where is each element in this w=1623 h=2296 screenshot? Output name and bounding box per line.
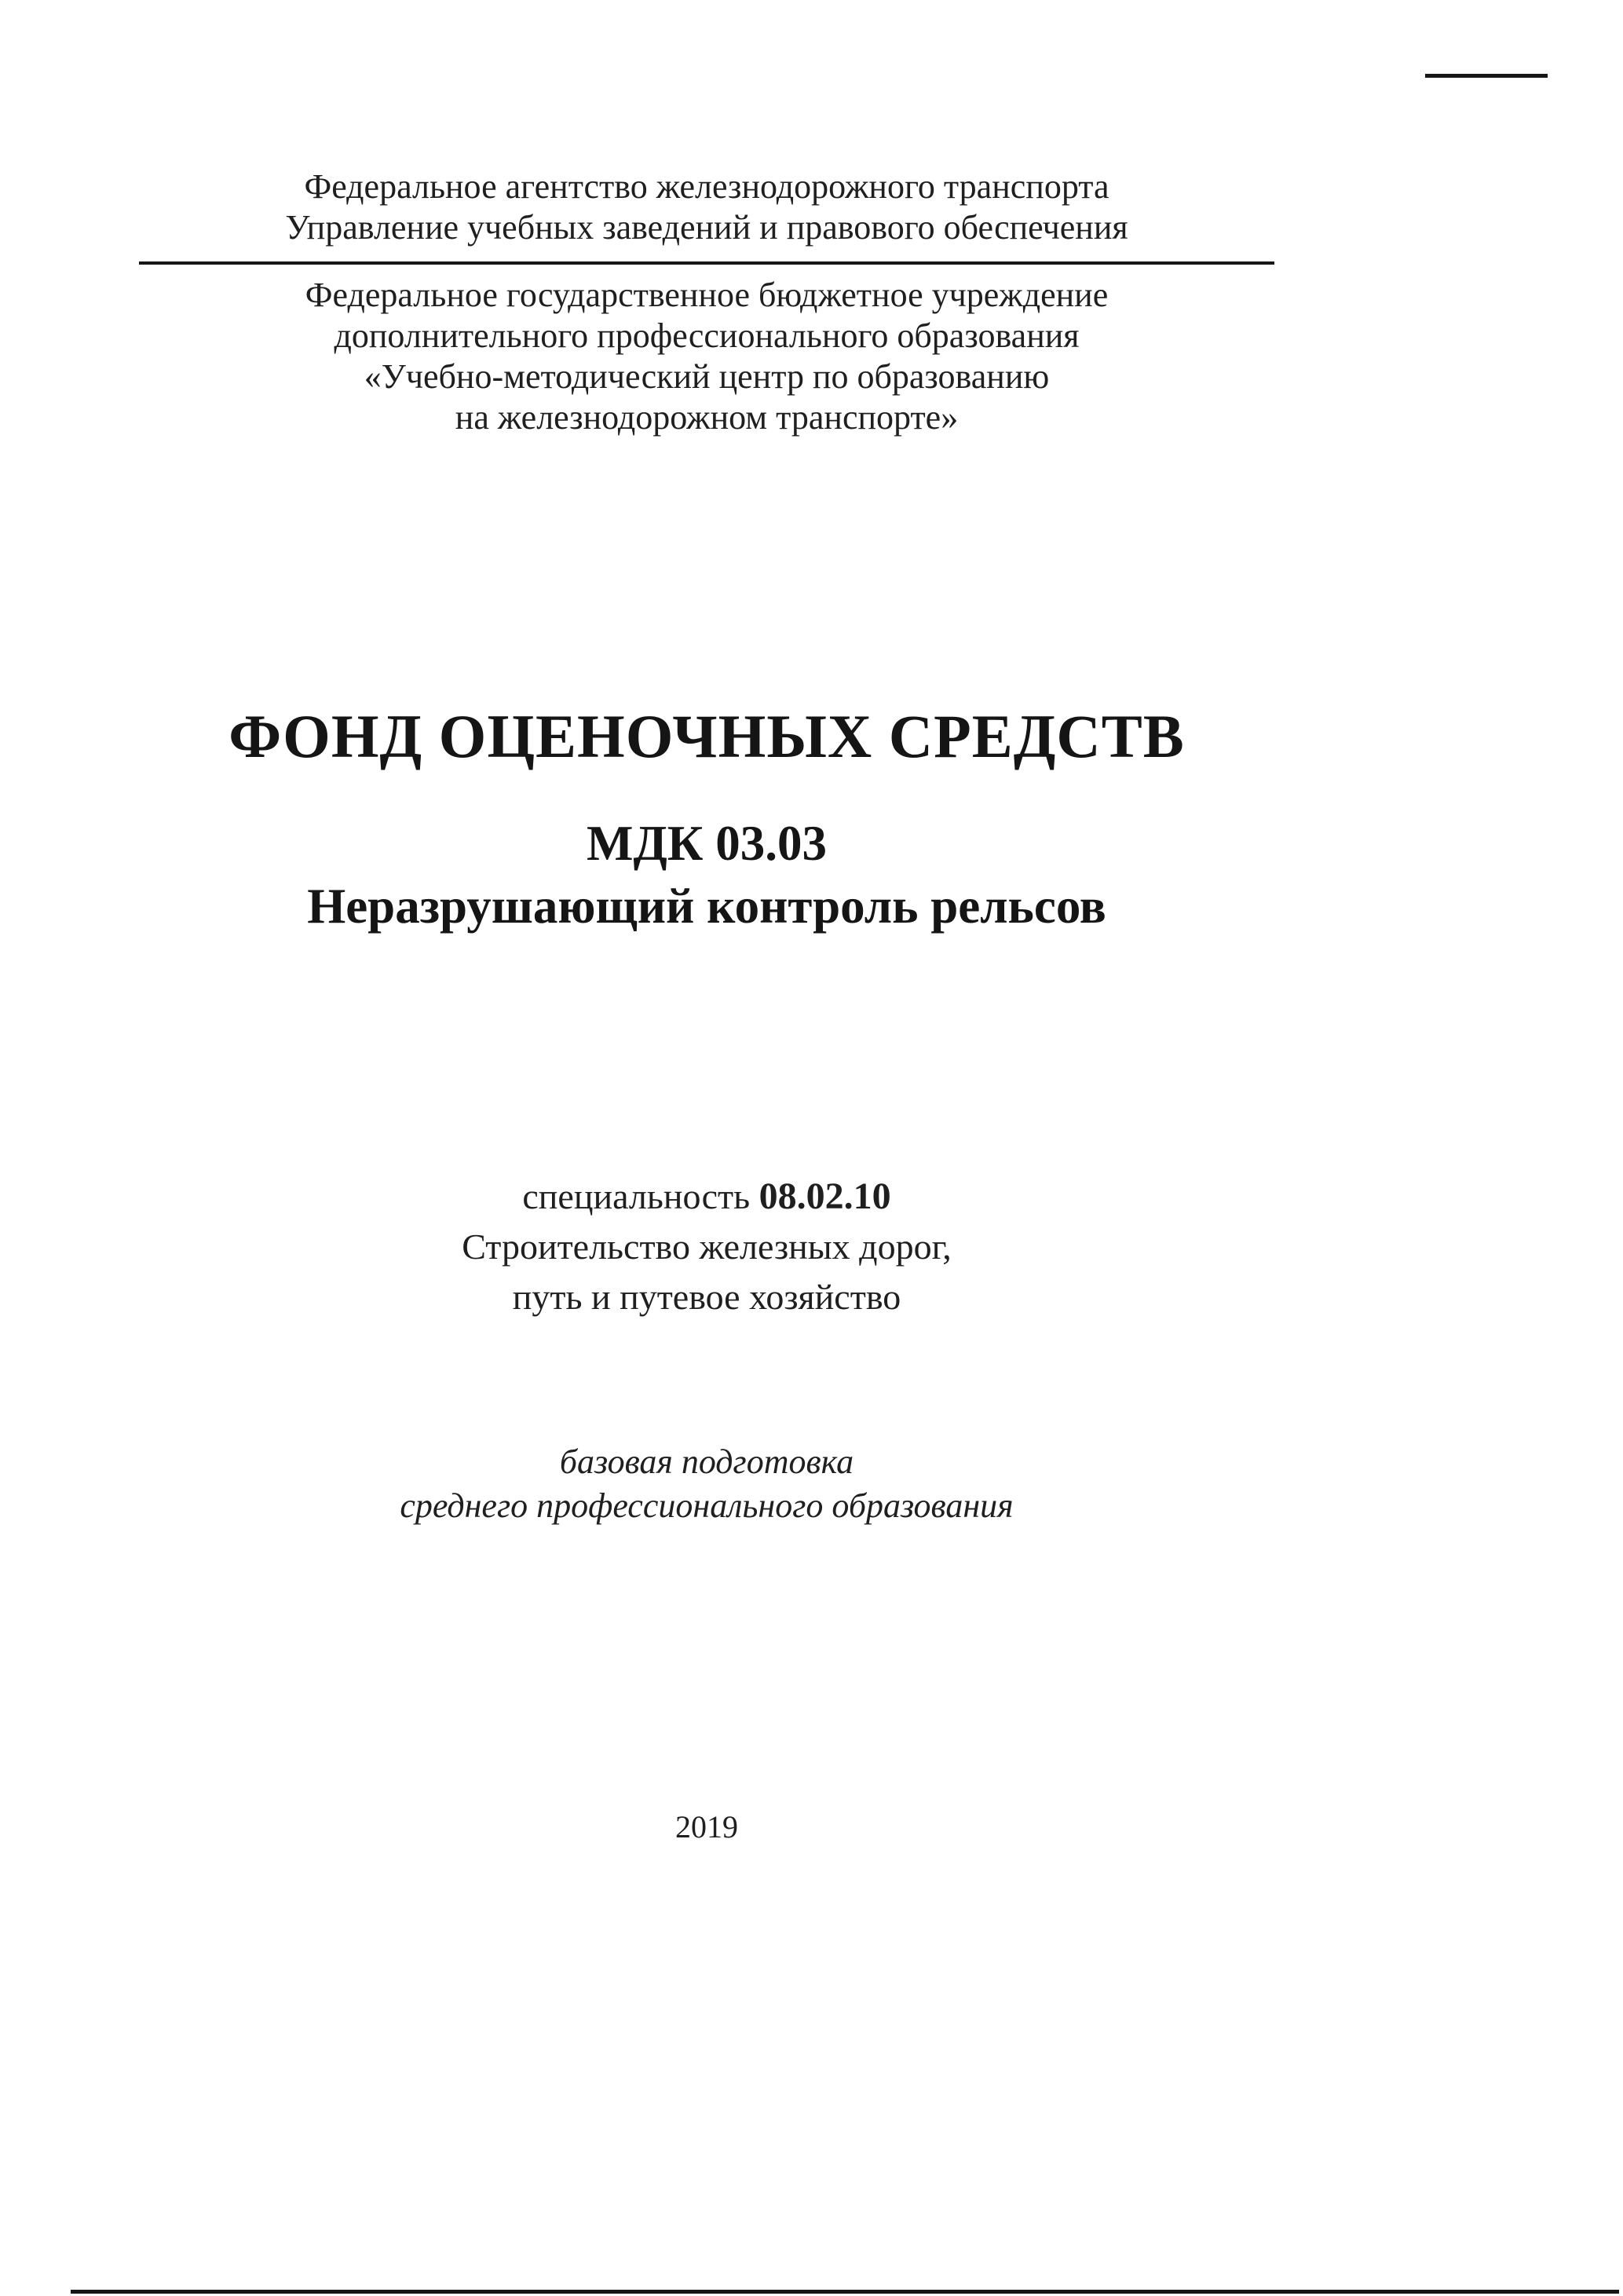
agency-header bbox=[137, 166, 1276, 248]
document-title: ФОНД ОЦЕНОЧНЫХ СРЕДСТВ bbox=[228, 702, 1185, 770]
course-heading bbox=[137, 812, 1276, 938]
specialty-line bbox=[137, 1172, 1276, 1222]
specialty-code: 08.02.10 bbox=[758, 1175, 891, 1217]
training-level bbox=[137, 1440, 1276, 1528]
page-bottom-border bbox=[71, 2290, 1619, 2294]
course-code: МДК 03.03 bbox=[587, 816, 827, 871]
course-name: Неразрушающий контроль рельсов bbox=[307, 879, 1106, 934]
department-name: Управление учебных заведений и правового обеспечения bbox=[285, 208, 1128, 247]
institution-line-4: на железнодорожном транспорте» bbox=[455, 398, 959, 437]
specialty-name-line-1: Строительство железных дорог, bbox=[462, 1227, 952, 1267]
training-level-line-2: среднего профессионального образования bbox=[400, 1486, 1014, 1525]
specialty-label: специальность bbox=[522, 1176, 751, 1216]
institution-line-3: «Учебно-методический центр по образованию bbox=[364, 357, 1050, 396]
institution-name bbox=[137, 275, 1276, 438]
specialty-name-line-2: путь и путевое хозяйство bbox=[512, 1277, 901, 1317]
agency-name: Федеральное агентство железнодорожного транспорта bbox=[304, 167, 1109, 206]
institution-line-2: дополнительного профессионального образования bbox=[334, 316, 1080, 355]
top-right-corner-rule bbox=[1425, 74, 1548, 78]
publication-year: 2019 bbox=[675, 1809, 738, 1844]
institution-line-1: Федеральное государственное бюджетное учреждение bbox=[305, 276, 1109, 314]
header-divider-rule bbox=[139, 261, 1274, 265]
specialty-section bbox=[137, 1172, 1276, 1322]
training-level-line-1: базовая подготовка bbox=[559, 1442, 854, 1481]
